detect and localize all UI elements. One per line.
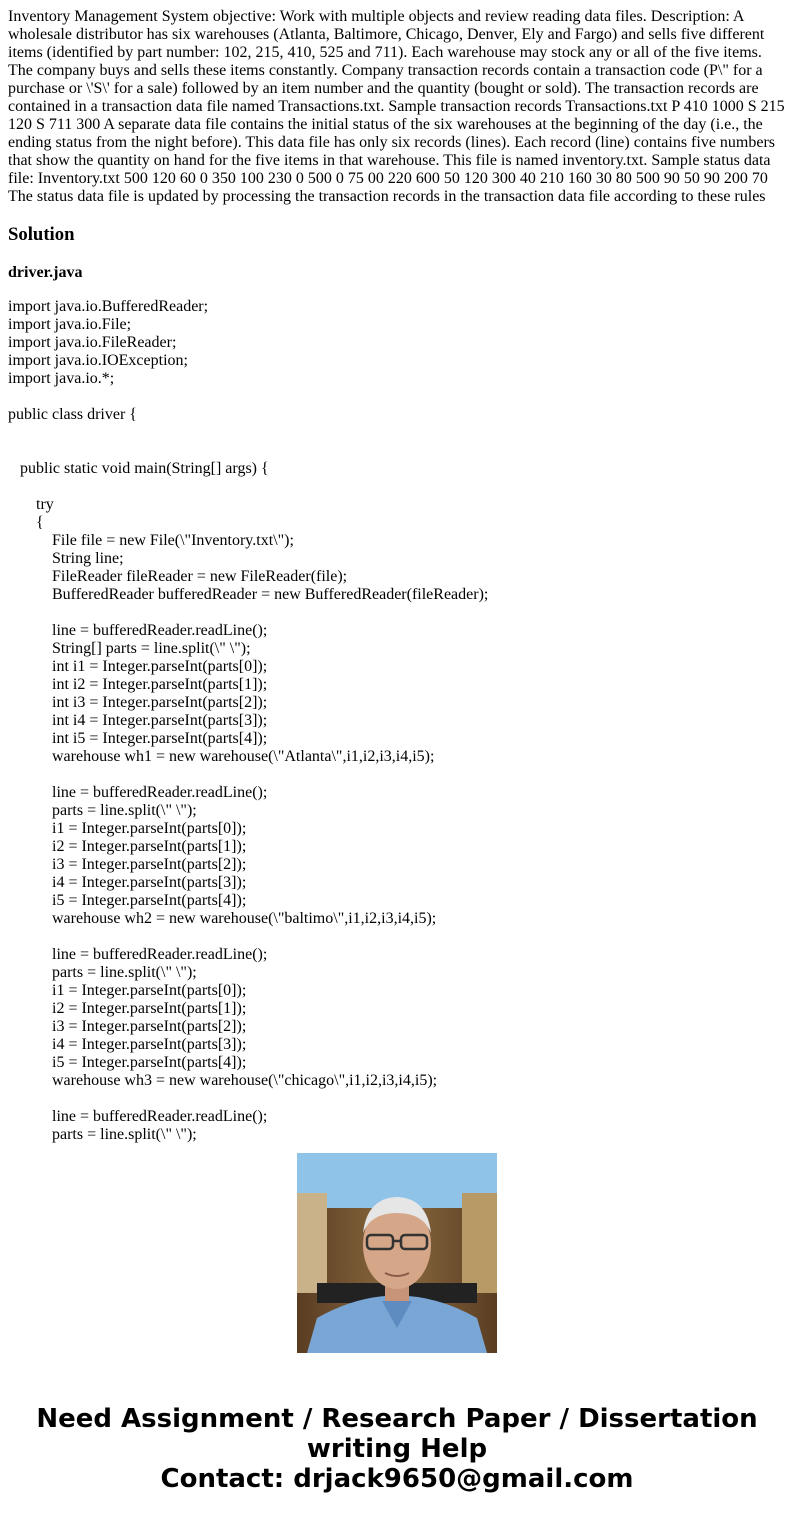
code-line: int i3 = Integer.parseInt(parts[2]);	[8, 694, 268, 711]
code-line	[8, 442, 788, 460]
code-line	[8, 928, 788, 946]
code-line: int i1 = Integer.parseInt(parts[0]);	[8, 658, 268, 675]
code-line: line = bufferedReader.readLine();	[8, 622, 268, 639]
code-line: parts = line.split(\" \");	[8, 964, 197, 981]
code-line: import java.io.IOException;	[8, 352, 188, 369]
code-line	[8, 424, 788, 442]
solution-heading: Solution	[8, 224, 75, 245]
code-line: parts = line.split(\" \");	[8, 802, 197, 819]
code-line: FileReader fileReader = new FileReader(file);	[8, 568, 348, 585]
code-line: line = bufferedReader.readLine();	[8, 784, 268, 801]
article	[8, 8, 788, 282]
code-line: public static void main(String[] args) {	[8, 460, 269, 477]
code-line: parts = line.split(\" \");	[8, 1126, 197, 1143]
promo-banner	[0, 1404, 794, 1494]
code-line: i1 = Integer.parseInt(parts[0]);	[8, 820, 247, 837]
code-line: File file = new File(\"Inventory.txt\");	[8, 532, 294, 549]
code-line: line = bufferedReader.readLine();	[8, 946, 268, 963]
code-line	[8, 388, 788, 406]
promo-line-1: Need Assignment / Research Paper / Dissertation	[36, 1404, 758, 1434]
file-heading: driver.java	[8, 264, 83, 281]
code-line: i3 = Integer.parseInt(parts[2]);	[8, 1018, 247, 1035]
code-line: BufferedReader bufferedReader = new BufferedReader(fileReader);	[8, 586, 489, 603]
code-line: import java.io.FileReader;	[8, 334, 177, 351]
code-line: i2 = Integer.parseInt(parts[1]);	[8, 838, 247, 855]
code-line: i3 = Integer.parseInt(parts[2]);	[8, 856, 247, 873]
code-line: warehouse wh2 = new warehouse(\"baltimo\",i1,i2,i3,i4,i5);	[8, 910, 437, 927]
code-line: int i4 = Integer.parseInt(parts[3]);	[8, 712, 268, 729]
promo-line-2: writing Help	[306, 1434, 488, 1464]
code-line: public class driver {	[8, 406, 137, 423]
code-line: warehouse wh3 = new warehouse(\"chicago\",i1,i2,i3,i4,i5);	[8, 1072, 438, 1089]
code-block	[8, 298, 788, 1143]
code-line: i5 = Integer.parseInt(parts[4]);	[8, 892, 247, 909]
code-line: String line;	[8, 550, 124, 567]
code-line: {	[8, 514, 44, 531]
code-line: i2 = Integer.parseInt(parts[1]);	[8, 1000, 247, 1017]
code-line	[8, 1090, 788, 1108]
code-line: warehouse wh1 = new warehouse(\"Atlanta\",i1,i2,i3,i4,i5);	[8, 748, 435, 765]
code-line: i4 = Integer.parseInt(parts[3]);	[8, 1036, 247, 1053]
code-line: int i2 = Integer.parseInt(parts[1]);	[8, 676, 268, 693]
code-line: import java.io.*;	[8, 370, 115, 387]
code-line: try	[8, 496, 54, 513]
author-avatar	[297, 1153, 497, 1353]
code-line: import java.io.BufferedReader;	[8, 298, 209, 315]
code-line: i1 = Integer.parseInt(parts[0]);	[8, 982, 247, 999]
code-line: String[] parts = line.split(\" \");	[8, 640, 251, 657]
code-line: i4 = Integer.parseInt(parts[3]);	[8, 874, 247, 891]
code-line	[8, 478, 788, 496]
code-line: int i5 = Integer.parseInt(parts[4]);	[8, 730, 268, 747]
person-photo-icon	[297, 1153, 497, 1353]
code-line	[8, 604, 788, 622]
code-line: line = bufferedReader.readLine();	[8, 1108, 268, 1125]
code-line: import java.io.File;	[8, 316, 132, 333]
promo-contact: Contact: drjack9650@gmail.com	[160, 1464, 634, 1494]
assignment-description: Inventory Management System objective: Work with multiple objects and review reading data files. Description: A wholesale distributor has six warehouses (Atlanta, Baltimore, Chicago, Denver, Ely and Fargo) and sells five different items (identified by part number: 102, 215, 410, 525 and 711). Each warehouse may stock any or all of the five items. The company buys and sells these items constantly. Company transaction records contain a transaction code (P\" for a purchase or \'S\' for a sale) followed by an item number and the quantity (bought or sold). The transaction records are contained in a transaction data file named Transactions.txt. Sample transaction records Transactions.txt P 410 1000 S 215 120 S 711 300 A separate data file contains the initial status of the six warehouses at the beginning of the day (i.e., the ending status from the night before). This data file has only six records (lines). Each record (line) contains five numbers that show the quantity on hand for the five items in that warehouse. This file is named inventory.txt. Sample status data file: Inventory.txt 500 120 60 0 350 100 230 0 500 0 75 00 220 600 50 120 300 40 210 160 30 80 500 90 50 90 200 70 The status data file is updated by processing the transaction records in the transaction data file according to these rules	[8, 8, 785, 205]
code-line: i5 = Integer.parseInt(parts[4]);	[8, 1054, 247, 1071]
code-line	[8, 766, 788, 784]
